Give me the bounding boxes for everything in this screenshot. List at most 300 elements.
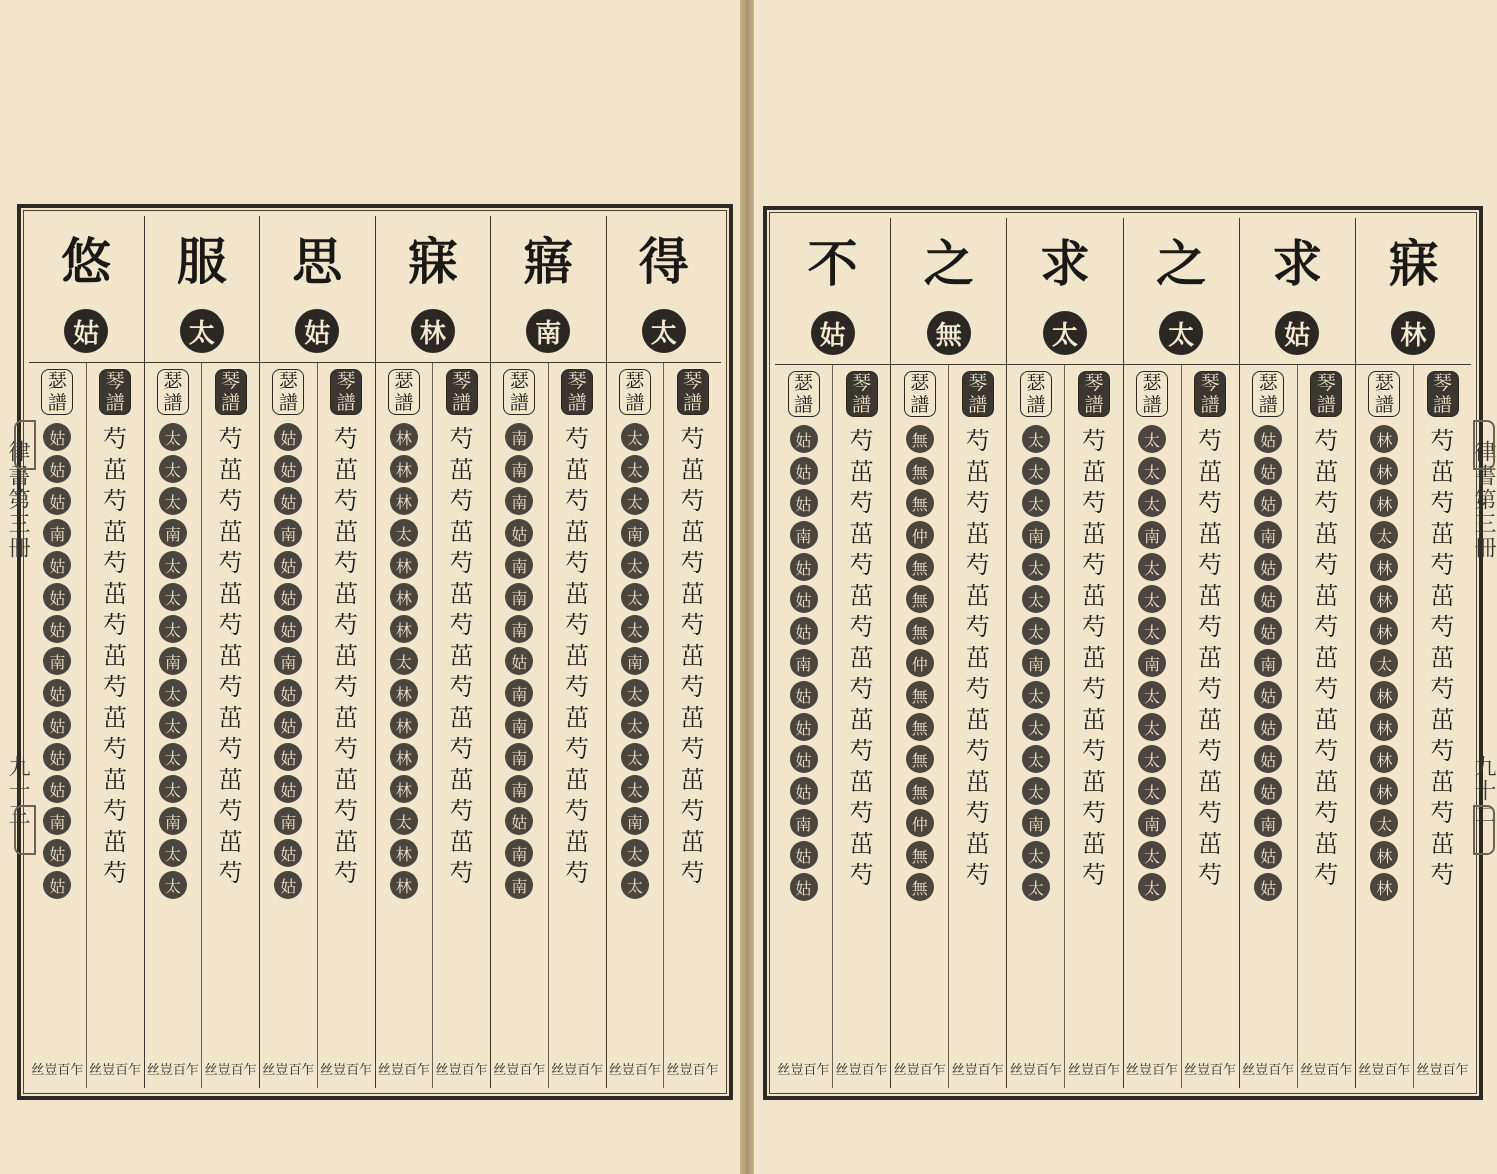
se-note: 太	[159, 583, 187, 611]
se-note: 林	[390, 487, 418, 515]
right-pitch-seal: 姑	[1275, 311, 1319, 355]
se-note: 南	[505, 551, 533, 579]
qin-label: 琴譜	[962, 371, 994, 417]
qin-tab-char: 茁	[965, 768, 990, 796]
se-lane	[1124, 365, 1181, 1088]
se-note: 太	[1022, 585, 1050, 613]
qin-tab-char: 茁	[680, 828, 705, 856]
qin-tab-char: 芍	[1198, 427, 1223, 455]
qin-tab-char: 芍	[103, 549, 128, 577]
qin-tab-char: 茁	[565, 456, 590, 484]
se-note: 南	[505, 711, 533, 739]
se-note: 林	[1370, 553, 1398, 581]
qin-tab-char: 芍	[1430, 799, 1455, 827]
qin-tab-char: 芍	[849, 551, 874, 579]
se-note: 姑	[1254, 617, 1282, 645]
qin-tab-char: 芍	[1198, 613, 1223, 641]
right-page-frame	[763, 206, 1483, 1100]
se-lane	[491, 363, 548, 1088]
se-note: 南	[1138, 521, 1166, 549]
se-note: 南	[505, 583, 533, 611]
se-note: 南	[790, 649, 818, 677]
lane-foot: 丝豈百乍	[1300, 1063, 1353, 1078]
se-note: 太	[159, 871, 187, 899]
left-pitch-seal: 林	[411, 309, 455, 353]
qin-notes	[1428, 423, 1458, 888]
se-note: 太	[1022, 873, 1050, 901]
left-score-lanes	[145, 362, 260, 1088]
qin-tab-char: 芍	[565, 673, 590, 701]
qin-tab-char: 芍	[1430, 861, 1455, 889]
se-note: 林	[390, 551, 418, 579]
qin-notes	[100, 421, 130, 886]
se-note: 姑	[43, 615, 71, 643]
right-pitch-row	[775, 302, 890, 364]
se-note: 姑	[274, 871, 302, 899]
se-notes	[790, 423, 818, 903]
se-label: 瑟譜	[1136, 371, 1168, 417]
se-note: 太	[159, 711, 187, 739]
se-note: 無	[906, 425, 934, 453]
left-column	[259, 216, 375, 1088]
qin-tab-char: 茁	[565, 518, 590, 546]
se-note: 太	[1022, 681, 1050, 709]
qin-tab-char: 芍	[449, 425, 474, 453]
right-folio: 九十二	[1471, 755, 1496, 827]
se-label: 瑟譜	[1252, 371, 1284, 417]
se-note: 林	[390, 839, 418, 867]
se-note: 姑	[790, 457, 818, 485]
qin-tab-char: 芍	[218, 859, 243, 887]
se-note: 南	[1138, 649, 1166, 677]
lane-foot: 丝豈百乍	[320, 1063, 373, 1078]
qin-tab-char: 芍	[334, 549, 359, 577]
qin-tab-char: 芍	[103, 735, 128, 763]
se-note: 無	[906, 777, 934, 805]
qin-tab-char: 茁	[334, 518, 359, 546]
se-note: 姑	[1254, 841, 1282, 869]
right-score-lanes	[775, 364, 890, 1088]
qin-tab-char: 茁	[965, 458, 990, 486]
qin-tab-char: 芍	[849, 737, 874, 765]
qin-tab-char: 茁	[1198, 520, 1223, 548]
se-note: 太	[621, 487, 649, 515]
se-note: 姑	[43, 839, 71, 867]
qin-tab-char: 茁	[218, 456, 243, 484]
right-pitch-row	[891, 302, 1006, 364]
right-column	[775, 218, 890, 1088]
qin-tab-char: 芍	[334, 487, 359, 515]
qin-tab-char: 芍	[449, 673, 474, 701]
qin-label: 琴譜	[99, 369, 131, 415]
qin-tab-char: 芍	[218, 673, 243, 701]
right-hanxin-text: 律書第三冊	[1471, 440, 1496, 560]
se-note: 太	[159, 775, 187, 803]
qin-tab-char: 茁	[680, 642, 705, 670]
se-note: 姑	[274, 583, 302, 611]
se-note: 姑	[43, 455, 71, 483]
qin-tab-char: 茁	[1081, 644, 1106, 672]
se-note: 南	[1254, 521, 1282, 549]
se-notes	[621, 421, 649, 901]
qin-tab-char: 芍	[1314, 427, 1339, 455]
qin-tab-char: 芍	[218, 425, 243, 453]
qin-label: 琴譜	[1427, 371, 1459, 417]
qin-tab-char: 茁	[1314, 582, 1339, 610]
se-note: 姑	[790, 841, 818, 869]
qin-tab-char: 芍	[680, 487, 705, 515]
se-note: 姑	[274, 839, 302, 867]
se-note: 太	[1138, 489, 1166, 517]
left-pitch-row	[491, 300, 606, 362]
se-note: 姑	[790, 553, 818, 581]
lane-foot: 丝豈百乍	[146, 1063, 199, 1078]
qin-lane	[1181, 365, 1239, 1088]
qin-notes	[1079, 423, 1109, 888]
qin-tab-char: 茁	[334, 580, 359, 608]
qin-tab-char: 芍	[103, 797, 128, 825]
qin-tab-char: 茁	[1081, 458, 1106, 486]
right-pitch-seal: 太	[1043, 311, 1087, 355]
se-note: 太	[1138, 841, 1166, 869]
qin-notes	[1311, 423, 1341, 888]
se-note: 姑	[1254, 777, 1282, 805]
se-note: 太	[621, 615, 649, 643]
se-lane	[145, 363, 202, 1088]
se-note: 姑	[43, 487, 71, 515]
qin-tab-char: 芍	[965, 675, 990, 703]
right-column	[1355, 218, 1471, 1088]
se-note: 林	[390, 775, 418, 803]
qin-notes	[447, 421, 477, 886]
se-note: 姑	[505, 807, 533, 835]
qin-tab-char: 茁	[680, 580, 705, 608]
se-note: 姑	[790, 873, 818, 901]
qin-tab-char: 茁	[565, 642, 590, 670]
se-note: 林	[1370, 617, 1398, 645]
qin-tab-char: 茁	[849, 768, 874, 796]
left-pitch-row	[260, 300, 375, 362]
se-note: 無	[906, 457, 934, 485]
lane-foot: 丝豈百乍	[951, 1063, 1004, 1078]
qin-tab-char: 芍	[565, 425, 590, 453]
se-note: 姑	[790, 777, 818, 805]
qin-tab-char: 芍	[1198, 799, 1223, 827]
qin-label: 琴譜	[846, 371, 878, 417]
right-pitch-row	[1124, 302, 1239, 364]
se-label: 瑟譜	[272, 369, 304, 415]
qin-label: 琴譜	[1310, 371, 1342, 417]
left-fold-mark-lower	[14, 805, 36, 855]
qin-tab-char: 芍	[965, 551, 990, 579]
qin-tab-char: 茁	[449, 580, 474, 608]
qin-tab-char: 茁	[1198, 582, 1223, 610]
se-note: 無	[906, 681, 934, 709]
right-pitch-row	[1240, 302, 1355, 364]
qin-tab-char: 芍	[334, 425, 359, 453]
qin-tab-char: 茁	[218, 766, 243, 794]
left-lyric-char: 服	[176, 232, 227, 291]
lane-foot: 丝豈百乍	[1184, 1063, 1237, 1078]
qin-tab-char: 芍	[849, 799, 874, 827]
se-note: 姑	[274, 551, 302, 579]
se-note: 姑	[790, 489, 818, 517]
se-note: 林	[1370, 713, 1398, 741]
right-column	[1006, 218, 1122, 1088]
qin-lane	[86, 363, 144, 1088]
qin-tab-char: 茁	[1081, 520, 1106, 548]
se-note: 太	[621, 839, 649, 867]
se-note: 南	[790, 809, 818, 837]
se-lane	[29, 363, 86, 1088]
se-note: 姑	[790, 617, 818, 645]
qin-lane	[663, 363, 721, 1088]
qin-tab-char: 芍	[1314, 675, 1339, 703]
se-note: 太	[1022, 425, 1050, 453]
se-note: 南	[621, 647, 649, 675]
se-label: 瑟譜	[41, 369, 73, 415]
qin-label: 琴譜	[330, 369, 362, 415]
se-lane	[775, 365, 832, 1088]
se-note: 太	[1022, 457, 1050, 485]
right-score-lanes	[891, 364, 1006, 1088]
left-score-lanes	[29, 362, 144, 1088]
qin-tab-char: 茁	[449, 642, 474, 670]
right-fold-mark-lower	[1473, 805, 1495, 855]
se-notes	[159, 421, 187, 901]
se-note: 南	[505, 487, 533, 515]
lane-foot: 丝豈百乍	[608, 1063, 661, 1078]
qin-tab-char: 芍	[965, 861, 990, 889]
se-note: 林	[1370, 873, 1398, 901]
left-pitch-row	[145, 300, 260, 362]
se-note: 太	[1370, 521, 1398, 549]
se-note: 太	[621, 743, 649, 771]
qin-lane	[201, 363, 259, 1088]
qin-tab-char: 芍	[1081, 799, 1106, 827]
qin-tab-char: 芍	[1314, 551, 1339, 579]
qin-lane	[1297, 365, 1355, 1088]
qin-tab-char: 芍	[334, 611, 359, 639]
qin-tab-char: 茁	[1430, 520, 1455, 548]
left-pitch-row	[607, 300, 722, 362]
qin-tab-char: 芍	[1314, 799, 1339, 827]
se-notes	[1370, 423, 1398, 903]
se-lane	[607, 363, 664, 1088]
se-label: 瑟譜	[904, 371, 936, 417]
qin-tab-char: 茁	[565, 828, 590, 856]
qin-tab-char: 芍	[218, 549, 243, 577]
se-note: 太	[159, 839, 187, 867]
qin-tab-char: 茁	[565, 580, 590, 608]
se-note: 姑	[274, 679, 302, 707]
qin-tab-char: 芍	[1081, 551, 1106, 579]
se-note: 林	[390, 871, 418, 899]
se-note: 無	[906, 585, 934, 613]
se-note: 南	[274, 519, 302, 547]
qin-tab-char: 茁	[103, 828, 128, 856]
qin-tab-char: 茁	[1081, 768, 1106, 796]
qin-tab-char: 芍	[965, 427, 990, 455]
qin-tab-char: 茁	[965, 520, 990, 548]
qin-tab-char: 茁	[103, 518, 128, 546]
qin-tab-char: 芍	[103, 487, 128, 515]
qin-tab-char: 芍	[1430, 737, 1455, 765]
qin-lane	[1413, 365, 1471, 1088]
qin-tab-char: 芍	[1081, 675, 1106, 703]
se-note: 太	[1022, 553, 1050, 581]
se-note: 無	[906, 713, 934, 741]
qin-tab-char: 芍	[565, 549, 590, 577]
qin-tab-char: 芍	[1198, 675, 1223, 703]
se-note: 姑	[43, 775, 71, 803]
right-pitch-seal: 姑	[811, 311, 855, 355]
qin-tab-char: 茁	[334, 704, 359, 732]
se-note: 姑	[43, 551, 71, 579]
se-note: 太	[1022, 617, 1050, 645]
right-lyric-char: 寐	[1388, 234, 1439, 293]
se-note: 太	[159, 455, 187, 483]
qin-tab-char: 茁	[1314, 706, 1339, 734]
lane-foot: 丝豈百乍	[31, 1063, 84, 1078]
qin-tab-char: 茁	[849, 644, 874, 672]
se-note: 姑	[1254, 425, 1282, 453]
lane-foot: 丝豈百乍	[493, 1063, 546, 1078]
qin-label: 琴譜	[446, 369, 478, 415]
se-note: 南	[159, 519, 187, 547]
se-note: 姑	[1254, 745, 1282, 773]
book-gutter	[740, 0, 754, 1174]
qin-tab-char: 茁	[965, 706, 990, 734]
se-note: 太	[1138, 425, 1166, 453]
se-note: 太	[1138, 777, 1166, 805]
qin-tab-char: 茁	[1314, 830, 1339, 858]
right-column	[890, 218, 1006, 1088]
se-note: 南	[505, 679, 533, 707]
se-lane	[891, 365, 948, 1088]
qin-tab-char: 芍	[103, 673, 128, 701]
qin-tab-char: 茁	[334, 766, 359, 794]
se-note: 仲	[906, 649, 934, 677]
qin-tab-char: 芍	[1430, 427, 1455, 455]
right-score-lanes	[1356, 364, 1471, 1088]
qin-tab-char: 芍	[1081, 737, 1106, 765]
qin-tab-char: 芍	[103, 611, 128, 639]
qin-tab-char: 茁	[1198, 830, 1223, 858]
left-lyric-char: 得	[638, 232, 689, 291]
right-columns	[775, 218, 1471, 1088]
se-note: 姑	[43, 583, 71, 611]
qin-tab-char: 芍	[1081, 613, 1106, 641]
se-label: 瑟譜	[157, 369, 189, 415]
se-note: 林	[1370, 681, 1398, 709]
left-score-lanes	[260, 362, 375, 1088]
qin-tab-char: 茁	[449, 704, 474, 732]
se-note: 姑	[790, 585, 818, 613]
se-note: 南	[43, 647, 71, 675]
right-fold-mark	[1473, 420, 1495, 470]
se-label: 瑟譜	[503, 369, 535, 415]
qin-tab-char: 芍	[1430, 675, 1455, 703]
qin-tab-char: 茁	[1314, 520, 1339, 548]
lane-foot: 丝豈百乍	[1067, 1063, 1120, 1078]
qin-tab-char: 芍	[1198, 737, 1223, 765]
left-pitch-seal: 南	[526, 309, 570, 353]
se-note: 南	[43, 807, 71, 835]
qin-tab-char: 茁	[1198, 458, 1223, 486]
qin-lane	[948, 365, 1006, 1088]
qin-lane	[1064, 365, 1122, 1088]
left-columns	[29, 216, 721, 1088]
se-note: 姑	[1254, 457, 1282, 485]
se-note: 林	[390, 423, 418, 451]
qin-tab-char: 芍	[334, 735, 359, 763]
se-note: 林	[390, 615, 418, 643]
se-note: 無	[906, 489, 934, 517]
qin-tab-char: 芍	[680, 859, 705, 887]
se-note: 南	[1022, 521, 1050, 549]
se-note: 南	[1254, 809, 1282, 837]
se-note: 南	[505, 455, 533, 483]
se-note: 林	[390, 679, 418, 707]
qin-tab-char: 芍	[680, 673, 705, 701]
se-note: 太	[159, 679, 187, 707]
lane-foot: 丝豈百乍	[262, 1063, 315, 1078]
qin-tab-char: 茁	[334, 456, 359, 484]
se-note: 南	[505, 615, 533, 643]
right-pitch-seal: 林	[1391, 311, 1435, 355]
se-note: 姑	[505, 647, 533, 675]
se-lane	[376, 363, 433, 1088]
left-fold-mark	[14, 420, 36, 470]
se-note: 太	[621, 711, 649, 739]
qin-tab-char: 茁	[680, 704, 705, 732]
se-note: 仲	[906, 521, 934, 549]
qin-label: 琴譜	[677, 369, 709, 415]
qin-tab-char: 茁	[849, 706, 874, 734]
qin-tab-char: 茁	[1081, 706, 1106, 734]
lane-foot: 丝豈百乍	[835, 1063, 888, 1078]
se-note: 太	[1370, 809, 1398, 837]
left-score-lanes	[491, 362, 606, 1088]
qin-tab-char: 茁	[103, 642, 128, 670]
qin-tab-char: 茁	[849, 520, 874, 548]
se-notes	[43, 421, 71, 901]
qin-lane	[548, 363, 606, 1088]
left-pitch-row	[376, 300, 491, 362]
se-note: 太	[621, 423, 649, 451]
se-note: 太	[1138, 873, 1166, 901]
se-lane	[1356, 365, 1413, 1088]
se-note: 南	[505, 839, 533, 867]
qin-tab-char: 茁	[334, 642, 359, 670]
qin-tab-char: 芍	[103, 859, 128, 887]
qin-tab-char: 芍	[849, 427, 874, 455]
lane-foot: 丝豈百乍	[551, 1063, 604, 1078]
se-note: 姑	[274, 711, 302, 739]
qin-label: 琴譜	[215, 369, 247, 415]
lane-foot: 丝豈百乍	[666, 1063, 719, 1078]
left-column	[375, 216, 491, 1088]
lane-foot: 丝豈百乍	[1126, 1063, 1179, 1078]
qin-tab-char: 茁	[1430, 582, 1455, 610]
se-note: 姑	[43, 423, 71, 451]
se-note: 姑	[790, 713, 818, 741]
se-note: 姑	[790, 681, 818, 709]
qin-notes	[963, 423, 993, 888]
se-note: 南	[159, 807, 187, 835]
qin-tab-char: 芍	[965, 489, 990, 517]
